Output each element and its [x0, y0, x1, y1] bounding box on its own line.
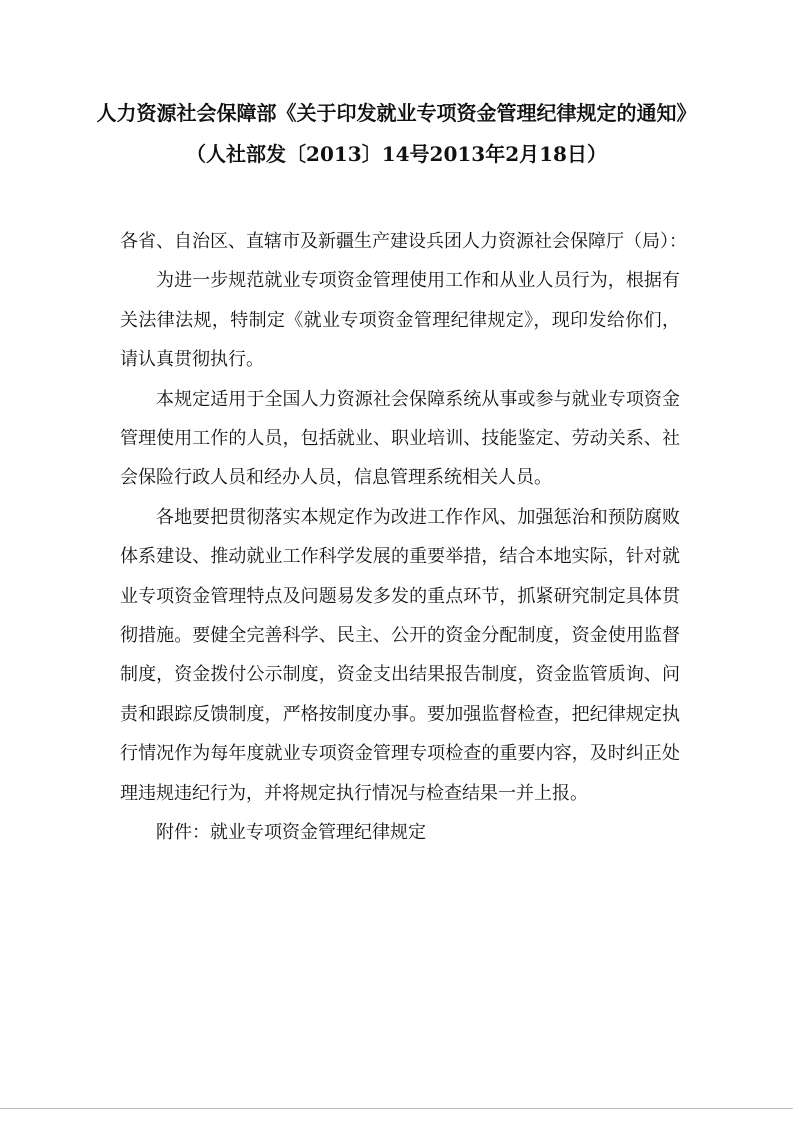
attachment-line: 附件：就业专项资金管理纪律规定 — [156, 822, 426, 844]
page-bottom-divider — [0, 1108, 793, 1109]
paragraph: 各地要把贯彻落实本规定作为改进工作作风、加强惩治和预防腐败体系建设、推动就业工作科学发展的重要举措，结合本地实际，针对就业专项资金管理特点及问题易发多发的重点环节，抓紧研究制定具体贯彻措施。要健全完善科学、民主、公开的资金分配制度，资金使用监督制度，资金拨付公示制度，资金支出结果报告制度，资金监管质询、问责和跟踪反馈制度，严格按制度办事。要加强监督检查，把纪律规定执行情况作为每年度就业专项资金管理专项检查的重要内容，及时纠正处理违规违纪行为，并将规定执行情况与检查结果一并上报。 — [120, 506, 680, 804]
paragraph: 本规定适用于全国人力资源社会保障系统从事或参与就业专项资金管理使用工作的人员，包括就业、职业培训、技能鉴定、劳动关系、社会保险行政人员和经办人员，信息管理系统相关人员。 — [120, 388, 680, 489]
document-body — [120, 222, 687, 853]
paragraph: 为进一步规范就业专项资金管理使用工作和从业人员行为，根据有关法律法规，特制定《就业专项资金管理纪律规定》，现印发给你们，请认真贯彻执行。 — [120, 270, 680, 371]
document-number: （人社部发〔2013〕14号2013年2月18日） — [186, 142, 607, 166]
document-title: 人力资源社会保障部《关于印发就业专项资金管理纪律规定的通知》 — [96, 101, 697, 125]
salutation: 各省、自治区、直辖市及新疆生产建设兵团人力资源社会保障厅（局）： — [120, 231, 687, 252]
